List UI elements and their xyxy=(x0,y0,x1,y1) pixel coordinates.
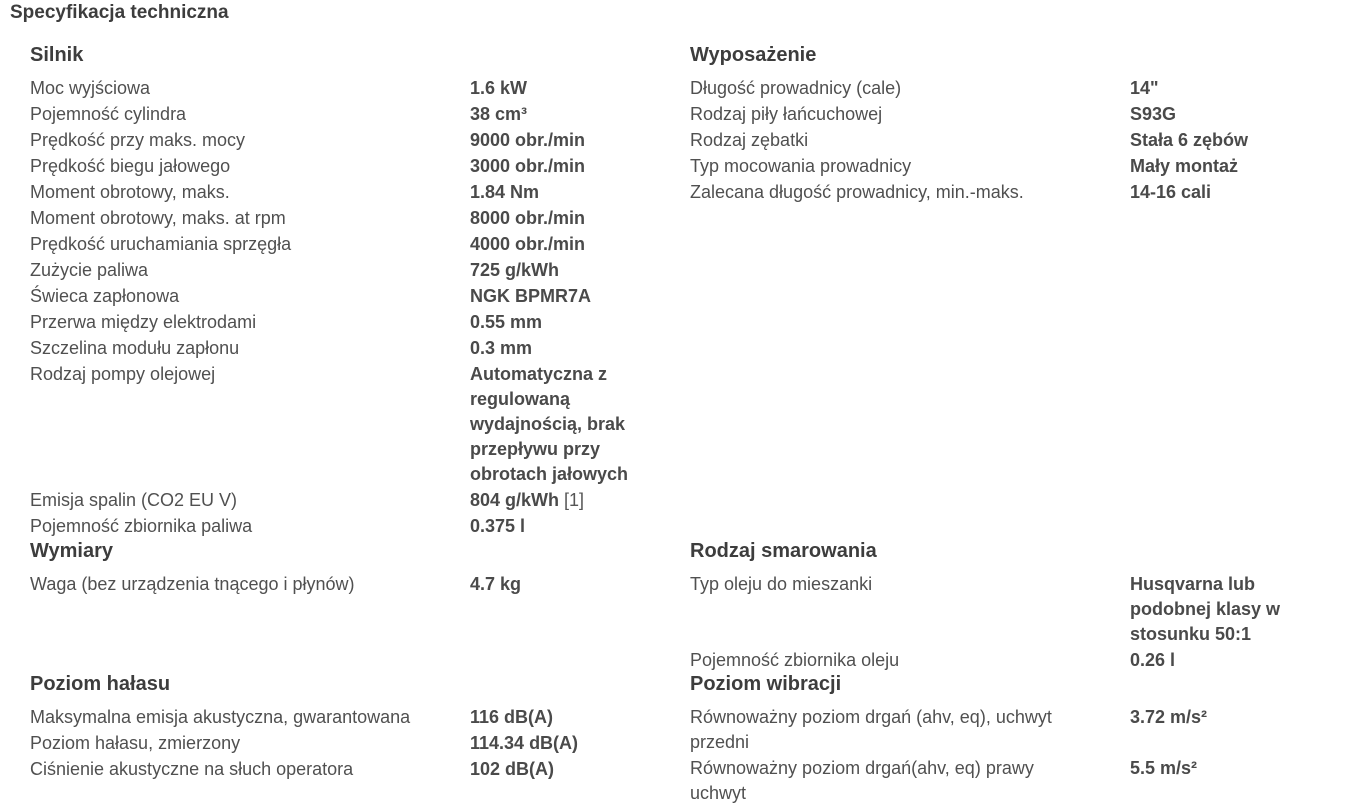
spec-value: 725 g/kWh xyxy=(470,260,560,280)
spec-label: Typ mocowania prowadnicy xyxy=(690,156,912,176)
spec-row xyxy=(690,154,1310,179)
spec-row xyxy=(30,488,650,513)
spec-label: Typ oleju do mieszanki xyxy=(690,574,873,594)
spec-row xyxy=(30,128,650,153)
spec-label: Pojemność zbiornika oleju xyxy=(690,650,900,670)
spec-row xyxy=(30,284,650,309)
spec-row xyxy=(30,232,650,257)
spec-value: Mały montaż xyxy=(1130,156,1239,176)
spec-row xyxy=(30,336,650,361)
spec-row xyxy=(30,731,650,756)
spec-value: NGK BPMR7A xyxy=(470,286,592,306)
spec-value: 14-16 cali xyxy=(1130,182,1212,202)
spec-value: 0.55 mm xyxy=(470,312,543,332)
spec-label: Moc wyjściowa xyxy=(30,78,151,98)
section-title: Poziom hałasu xyxy=(30,673,171,695)
spec-value: 8000 obr./min xyxy=(470,208,586,228)
spec-value: S93G xyxy=(1130,104,1177,124)
spec-label: Długość prowadnicy (cale) xyxy=(690,78,902,98)
spec-label: Prędkość przy maks. mocy xyxy=(30,130,246,150)
spec-value: 4000 obr./min xyxy=(470,234,586,254)
spec-value: 0.26 l xyxy=(1130,650,1176,670)
spec-label: Rodzaj zębatki xyxy=(690,130,809,150)
spec-label: Prędkość biegu jałowego xyxy=(30,156,231,176)
section-smarowanie xyxy=(690,538,1310,674)
spec-row xyxy=(690,128,1310,153)
footnote-link[interactable]: [1] xyxy=(564,490,585,510)
spec-row xyxy=(690,102,1310,127)
spec-value: 1.84 Nm xyxy=(470,182,540,202)
spec-label: Zużycie paliwa xyxy=(30,260,149,280)
spec-row xyxy=(30,258,650,283)
spec-label: Emisja spalin (CO2 EU V) xyxy=(30,490,238,510)
spec-label: Moment obrotowy, maks. xyxy=(30,182,230,202)
spec-label: Poziom hałasu, zmierzony xyxy=(30,733,241,753)
spec-label: Pojemność zbiornika paliwa xyxy=(30,516,253,536)
spec-value: 0.3 mm xyxy=(470,338,533,358)
spec-row xyxy=(30,514,650,539)
spec-row xyxy=(30,154,650,179)
spec-label: Zalecana długość prowadnicy, min.-maks. xyxy=(690,182,1024,202)
section-wyposazenie xyxy=(690,42,1310,206)
section-title: Wyposażenie xyxy=(690,44,817,66)
page-title: Specyfikacja techniczna xyxy=(10,2,229,23)
spec-row xyxy=(30,757,650,782)
spec-row xyxy=(30,206,650,231)
spec-row xyxy=(30,76,650,101)
section-wibracje xyxy=(690,671,1310,806)
spec-value xyxy=(470,488,640,513)
spec-row xyxy=(690,756,1310,806)
spec-row xyxy=(690,572,1310,647)
spec-value: 0.375 l xyxy=(470,516,526,536)
spec-label: Moment obrotowy, maks. at rpm xyxy=(30,208,286,228)
spec-row xyxy=(30,102,650,127)
spec-label: Ciśnienie akustyczne na słuch operatora xyxy=(30,759,354,779)
spec-label: Pojemność cylindra xyxy=(30,104,187,124)
spec-label: Rodzaj pompy olejowej xyxy=(30,364,216,384)
section-title: Rodzaj smarowania xyxy=(690,540,877,562)
spec-row xyxy=(30,310,650,335)
spec-label: Rodzaj piły łańcuchowej xyxy=(690,104,883,124)
spec-row xyxy=(690,705,1310,755)
spec-label: Prędkość uruchamiania sprzęgła xyxy=(30,234,292,254)
spec-row xyxy=(30,572,650,597)
spec-label: Waga (bez urządzenia tnącego i płynów) xyxy=(30,574,355,594)
spec-value: 38 cm³ xyxy=(470,104,528,124)
spec-row xyxy=(690,648,1310,673)
spec-value: 9000 obr./min xyxy=(470,130,586,150)
spec-label: Równoważny poziom drgań(ahv, eq) prawy uchwyt xyxy=(690,758,1034,803)
spec-value: 114.34 dB(A) xyxy=(470,733,579,753)
section-title: Wymiary xyxy=(30,540,114,562)
spec-row xyxy=(690,76,1310,101)
section-wymiary xyxy=(30,538,650,598)
spec-row xyxy=(30,362,650,487)
spec-label: Równoważny poziom drgań (ahv, eq), uchwyt przedni xyxy=(690,707,1052,752)
spec-value: 14" xyxy=(1130,78,1159,98)
spec-value: Husqvarna lub podobnej klasy w stosunku 50:1 xyxy=(1130,574,1281,644)
spec-value: 102 dB(A) xyxy=(470,759,555,779)
section-silnik xyxy=(30,42,650,540)
spec-row xyxy=(30,705,650,730)
spec-label: Przerwa między elektrodami xyxy=(30,312,257,332)
section-halas xyxy=(30,671,650,783)
spec-row xyxy=(30,180,650,205)
spec-label: Szczelina modułu zapłonu xyxy=(30,338,240,358)
spec-value: 3000 obr./min xyxy=(470,156,586,176)
spec-value: Automatyczna z regulowaną wydajnością, brak przepływu przy obrotach jałowych xyxy=(470,364,629,484)
spec-value: 5.5 m/s² xyxy=(1130,758,1198,778)
section-title: Silnik xyxy=(30,44,84,66)
spec-label: Maksymalna emisja akustyczna, gwarantowana xyxy=(30,707,411,727)
spec-value: 116 dB(A) xyxy=(470,707,554,727)
spec-value: 1.6 kW xyxy=(470,78,528,98)
spec-value: Stała 6 zębów xyxy=(1130,130,1249,150)
spec-value: 3.72 m/s² xyxy=(1130,707,1208,727)
spec-row xyxy=(690,180,1310,205)
spec-value-text: 804 g/kWh xyxy=(470,490,560,510)
spec-value: 4.7 kg xyxy=(470,574,522,594)
section-title: Poziom wibracji xyxy=(690,673,842,695)
spec-label: Świeca zapłonowa xyxy=(30,286,180,306)
